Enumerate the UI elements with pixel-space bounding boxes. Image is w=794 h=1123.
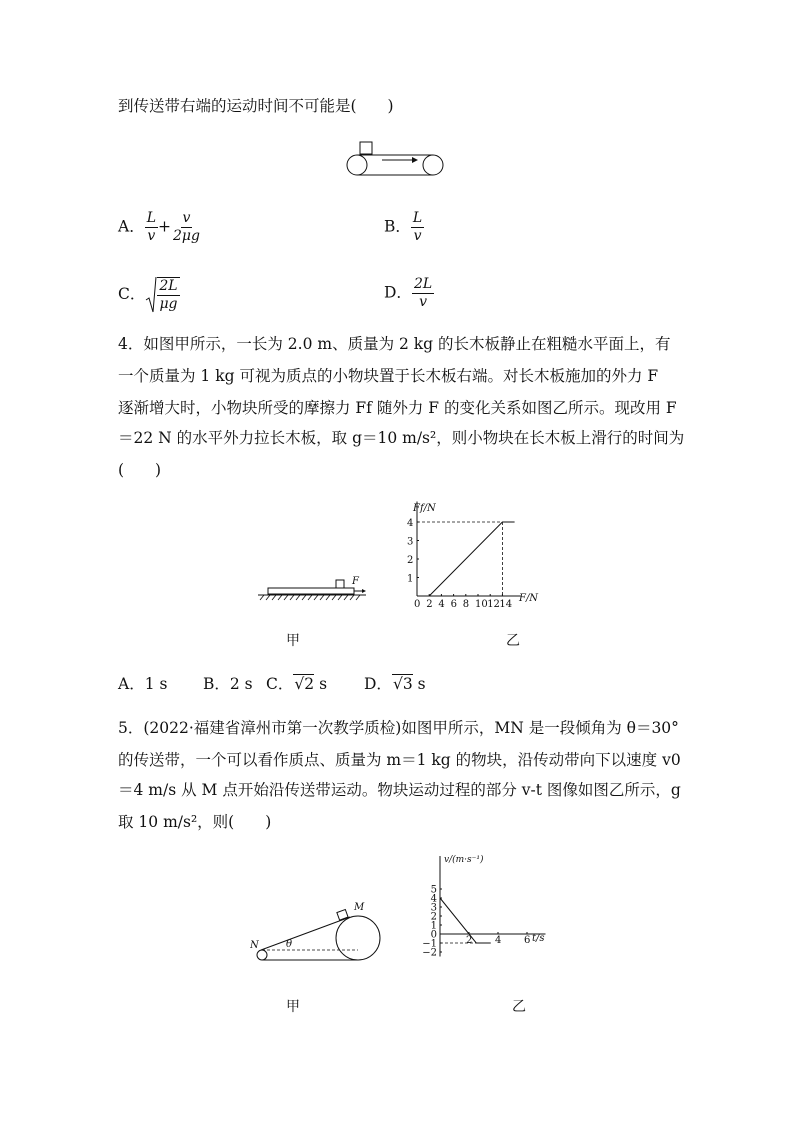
y-tick-label: 2 [407, 555, 414, 566]
block-icon [360, 142, 372, 154]
x-tick-label: 6 [524, 935, 531, 946]
sqrt-icon: √3 [392, 675, 413, 693]
small-pulley [257, 950, 267, 960]
option-a[interactable]: A． $\frac{L}{v}$ + $\frac{v}{2\mu g}$ [118, 210, 200, 244]
board-figure [256, 574, 368, 604]
label-theta: θ [286, 939, 293, 950]
chart2-ylabel: v/(m·s⁻¹) [444, 855, 484, 865]
small-block [336, 580, 344, 588]
x-tick-label: 14 [499, 599, 513, 608]
v-t-chart [420, 852, 555, 967]
y-tick-label: −1 [422, 938, 437, 950]
x-tick-label: 4 [495, 935, 502, 946]
q4-line-4: ＝22 N 的水平外力拉长木板，取 g＝10 m/s²，则小物块在长木板上滑行的时间为 [118, 429, 685, 447]
conveyor-figure [340, 138, 450, 182]
long-board [268, 588, 354, 594]
label-n: N [250, 940, 259, 951]
q4-line-2: 一个质量为 1 kg 可视为质点的小物块置于长木板右端。对长木板施加的外力 F [118, 367, 659, 385]
q4-line-1: 4．如图甲所示，一长为 2.0 m、质量为 2 kg 的长木板静止在粗糙水平面上，有 [118, 335, 671, 353]
sqrt-icon: √2 [294, 675, 315, 693]
force-label: F [352, 576, 359, 587]
x-tick-label: 12 [487, 599, 500, 608]
q5-line-4: 取 10 m/s²，则( ) [118, 813, 272, 831]
q4-option-b[interactable]: B．2 s [203, 675, 253, 693]
ground-hatch [260, 595, 360, 600]
q5-caption-left: 甲 [286, 999, 300, 1015]
y-tick-label: 4 [430, 893, 437, 905]
incline-belt-figure [250, 896, 390, 970]
y-tick-label: 3 [430, 902, 437, 914]
label-m: M [354, 902, 365, 913]
x-tick-label: 8 [462, 599, 470, 608]
y-tick-label: 0 [430, 929, 437, 941]
q4-option-d[interactable]: D．√3 s [364, 675, 426, 693]
option-c[interactable]: C． $\frac{2L}{\mu g}$ [118, 278, 178, 312]
q4-line-3: 逐渐增大时，小物块所受的摩擦力 Ff 随外力 F 的变化关系如图乙所示。现改用 F [118, 399, 677, 417]
x-tick-label: 10 [475, 599, 488, 608]
y-tick-label: −2 [422, 947, 437, 959]
q4-caption-right: 乙 [506, 633, 520, 649]
q5-caption-right: 乙 [512, 999, 526, 1015]
chart1-xlabel: F/N [519, 593, 539, 604]
q4-caption-left: 甲 [286, 633, 300, 649]
x-tick-label: 2 [466, 935, 473, 946]
y-tick-label: 1 [407, 573, 414, 585]
y-tick-label: 3 [407, 536, 414, 548]
large-pulley [336, 916, 380, 960]
q5-line-3: ＝4 m/s 从 M 点开始沿传送带运动。物块运动过程的部分 v-t 图像如图乙所示，g [118, 781, 681, 799]
q5-line-2: 的传送带，一个可以看作质点、质量为 m＝1 kg 的物块，沿传动带向下以速度 v0 [118, 751, 681, 769]
y-tick-label: 1 [430, 920, 437, 932]
chart2-xlabel: t/s [532, 933, 545, 944]
option-b[interactable]: B． $\frac{L}{v}$ [384, 210, 423, 244]
q5-line-1: 5．(2022·福建省漳州市第一次教学质检)如图甲所示，MN 是一段倾角为 θ＝30° [118, 719, 679, 737]
right-pulley [423, 155, 443, 175]
q3-tail-line: 到传送带右端的运动时间不可能是( ) [118, 97, 394, 115]
sqrt-icon [145, 276, 157, 314]
y-tick-label: 5 [430, 884, 437, 896]
left-pulley [347, 155, 367, 175]
chart1-ylabel: Ff/N [413, 503, 436, 514]
q4-line-5: ( ) [118, 461, 162, 479]
q4-option-c[interactable]: C．√2 s [266, 675, 328, 693]
x-tick-label: 0 [414, 599, 421, 608]
x-tick-label: 2 [426, 599, 433, 608]
option-d[interactable]: D． $\frac{2L}{v}$ [384, 276, 433, 310]
ff-f-chart [395, 500, 545, 608]
series-line-ff [429, 522, 514, 596]
y-tick-label: 2 [430, 911, 437, 923]
q4-option-a[interactable]: A．1 s [118, 675, 168, 693]
x-tick-label: 6 [450, 599, 457, 608]
x-tick-label: 4 [438, 599, 445, 608]
y-tick-label: 4 [407, 518, 414, 529]
